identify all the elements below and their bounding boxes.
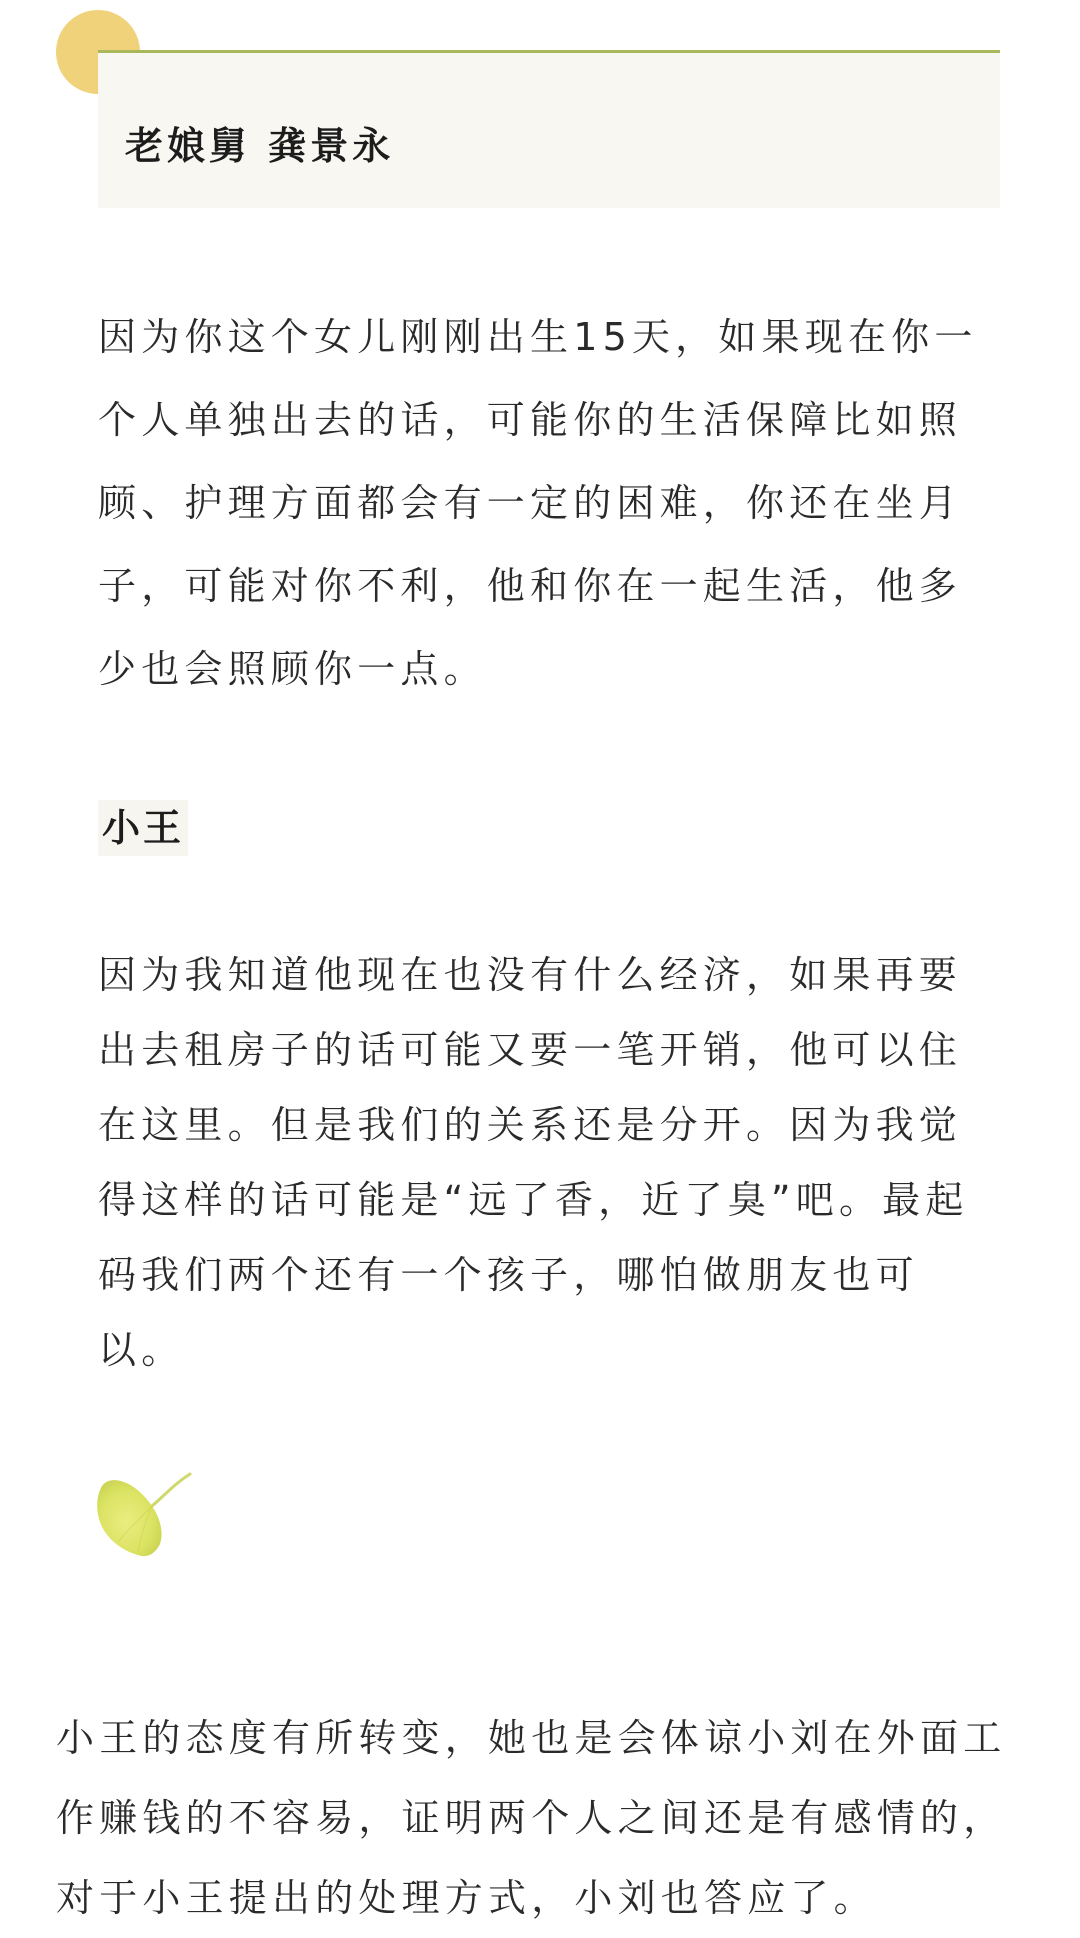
- quote-paragraph-2: 因为我知道他现在也没有什么经济，如果再要出去租房子的话可能又要一笔开销，他可以住在这里。但是我们的关系还是分开。因为我觉得这样的话可能是“远了香，近了臭”吧。最起码我们两个还有一个孩子，哪怕做朋友也可以。: [98, 953, 969, 1372]
- speaker-name: 老娘舅 龚景永: [125, 124, 395, 168]
- narration-paragraph: 小王的态度有所转变，她也是会体谅小刘在外面工作赚钱的不容易，证明两个人之间还是有感情的，对于小王提出的处理方式，小刘也答应了。: [56, 1716, 1007, 1920]
- speaker-header-box: [98, 50, 1000, 208]
- ginkgo-leaf-icon: [94, 1460, 198, 1564]
- quote-paragraph: 因为你这个女儿刚刚出生15天，如果现在你一个人单独出去的话，可能你的生活保障比如照顾、护理方面都会有一定的困难，你还在坐月子，可能对你不利，他和你在一起生活，他多少也会照顾你一点。: [98, 315, 978, 691]
- speaker-label: 小王: [98, 800, 188, 856]
